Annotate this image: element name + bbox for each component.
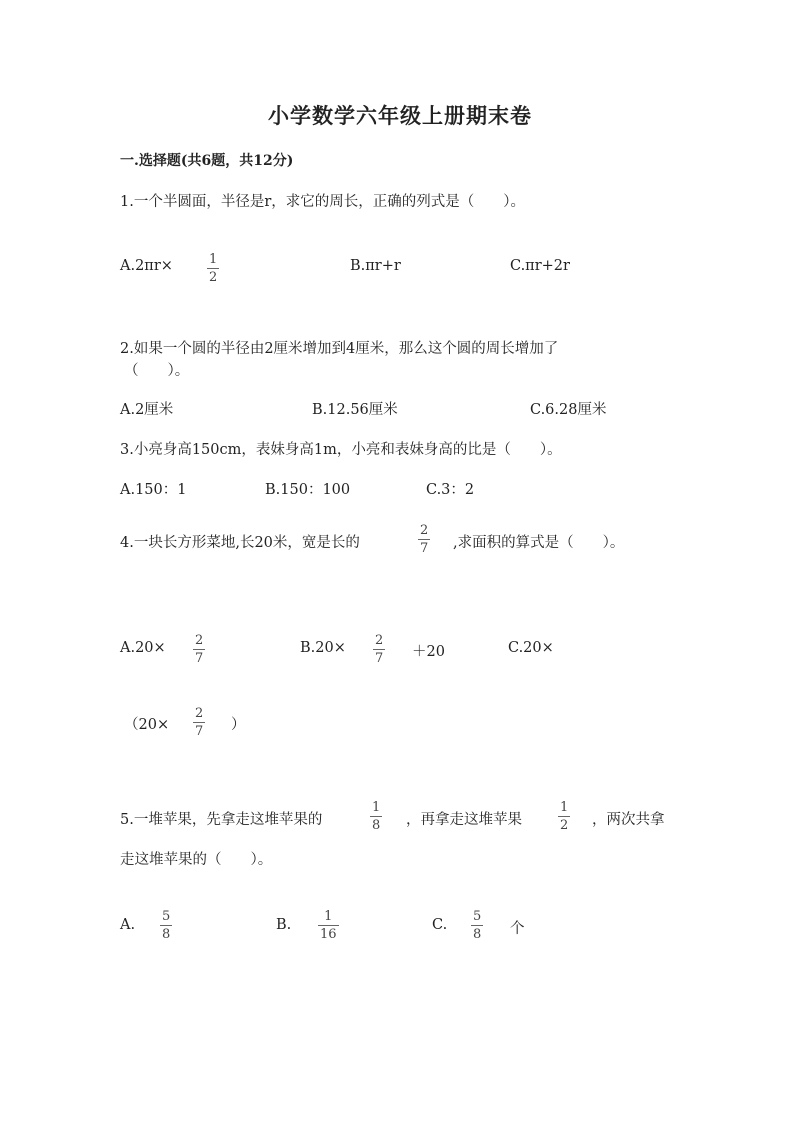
fraction-denominator: 16 (320, 927, 337, 942)
q1-option-c: C.πr+2r (510, 258, 570, 274)
q5-option-a-label: A. (120, 917, 136, 933)
question-4-stem-before: 4.一块长方形菜地,长20米，宽是长的 (120, 535, 360, 551)
q5-option-b-fraction (318, 910, 339, 941)
fraction-numerator: 1 (324, 909, 333, 924)
q4-option-c-suffix: ） (231, 717, 246, 733)
q3-option-a: A.150：1 (120, 482, 187, 498)
q4-stem-fraction (418, 524, 430, 555)
fraction-denominator: 8 (473, 927, 482, 942)
q1-option-b: B.πr+r (350, 258, 401, 274)
fraction-denominator: 2 (209, 270, 218, 285)
q4-option-a-fraction (193, 634, 205, 665)
fraction-denominator: 7 (195, 724, 204, 739)
fraction-numerator: 2 (195, 706, 204, 721)
fraction-numerator: 1 (209, 252, 218, 267)
fraction-denominator: 7 (375, 651, 384, 666)
q5-stem-fraction-2 (558, 801, 570, 832)
fraction-denominator: 8 (162, 927, 171, 942)
q4-option-c-continued: （20× (124, 717, 170, 733)
fraction-numerator: 2 (375, 633, 384, 648)
question-5-stem-mid: ，再拿走这堆苹果 (406, 812, 522, 828)
q5-option-b-label: B. (276, 917, 292, 933)
question-5-stem-after: ，两次共拿 (592, 812, 665, 828)
q4-option-b-fraction (373, 634, 385, 665)
q2-option-b: B.12.56厘米 (312, 402, 398, 418)
q4-option-b-suffix: ＋20 (412, 644, 445, 660)
fraction-denominator: 7 (195, 651, 204, 666)
q5-option-c-suffix: 个 (510, 921, 525, 937)
fraction-numerator: 5 (473, 909, 482, 924)
q1-option-a-fraction (207, 253, 219, 284)
question-3-stem: 3.小亮身高150cm，表妹身高1m，小亮和表妹身高的比是（ ）。 (120, 442, 562, 458)
question-5-stem-before: 5.一堆苹果，先拿走这堆苹果的 (120, 812, 323, 828)
fraction-denominator: 2 (560, 818, 569, 833)
section-heading: 一.选择题(共6题，共12分) (120, 153, 294, 169)
fraction-denominator: 8 (372, 818, 381, 833)
question-2-stem-line1: 2.如果一个圆的半径由2厘米增加到4厘米，那么这个圆的周长增加了 (120, 341, 559, 357)
q5-option-c-fraction (471, 910, 483, 941)
question-4-stem-after: ,求面积的算式是（ ）。 (453, 535, 625, 551)
fraction-numerator: 2 (420, 523, 429, 538)
question-2-stem-line2: （ ）。 (124, 363, 190, 379)
q1-option-a: A.2πr× (120, 258, 173, 274)
q5-option-c-label: C. (432, 917, 448, 933)
q3-option-c: C.3：2 (426, 482, 475, 498)
q5-option-a-fraction (160, 910, 172, 941)
page-title: 小学数学六年级上册期末卷 (268, 103, 532, 128)
q4-option-c: C.20× (508, 640, 554, 656)
question-5-stem-line2: 走这堆苹果的（ ）。 (120, 852, 273, 868)
q2-option-a: A.2厘米 (120, 402, 174, 418)
q5-stem-fraction-1 (370, 801, 382, 832)
fraction-numerator: 5 (162, 909, 171, 924)
fraction-numerator: 2 (195, 633, 204, 648)
fraction-numerator: 1 (560, 800, 569, 815)
fraction-numerator: 1 (372, 800, 381, 815)
q4-option-a: A.20× (120, 640, 166, 656)
question-1-stem: 1.一个半圆面，半径是r，求它的周长，正确的列式是（ ）。 (120, 194, 526, 210)
q4-option-c-fraction (193, 707, 205, 738)
q4-option-b: B.20× (300, 640, 346, 656)
q3-option-b: B.150：100 (265, 482, 351, 498)
q2-option-c: C.6.28厘米 (530, 402, 607, 418)
fraction-denominator: 7 (420, 541, 429, 556)
